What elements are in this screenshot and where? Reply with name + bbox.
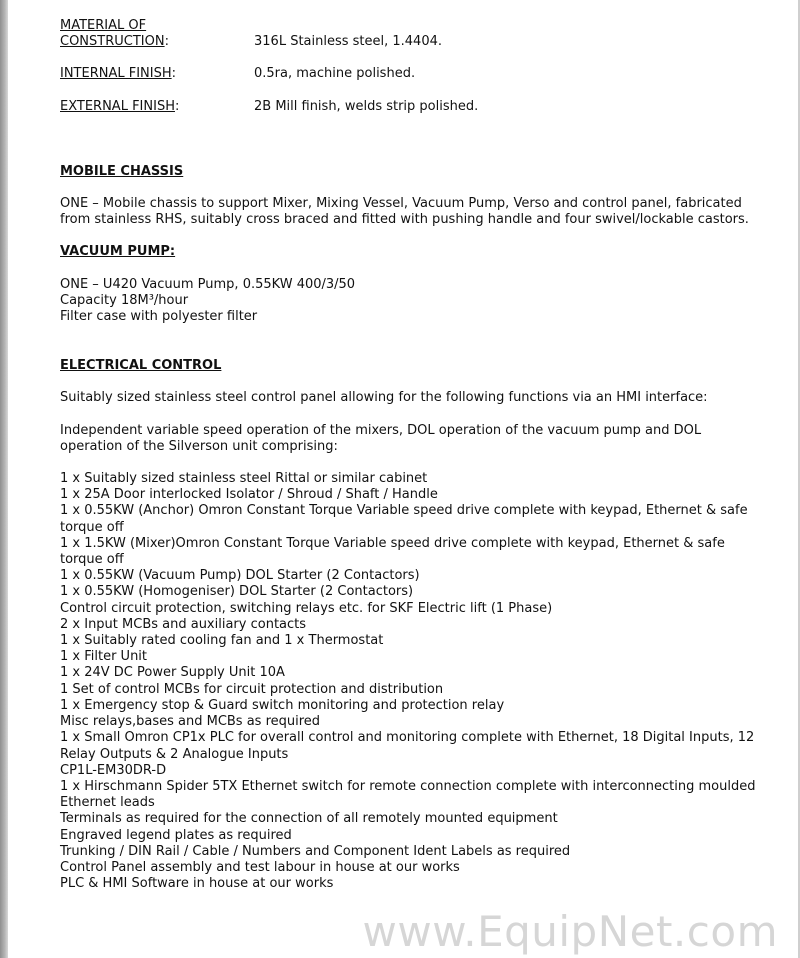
list-item: Control Panel assembly and test labour in house at our works [60,859,460,875]
list-item: PLC & HMI Software in house at our works [60,876,334,892]
list-item: 1 x 0.55KW (Homogeniser) DOL Starter (2 Contactors) [60,584,414,600]
spec-value: 2B Mill finish, welds strip polished. [254,98,479,114]
spec-label [60,99,254,115]
page-left-edge [0,0,8,958]
list-item: 2 x Input MCBs and auxiliary contacts [60,616,307,632]
electrical-control-operation: Independent variable speed operation of the mixers, DOL operation of the vacuum pump and DOL operation of the Silverson unit comprising: [60,422,702,454]
list-item: 1 x Emergency stop & Guard switch monitoring and protection relay [60,697,505,713]
list-item: 1 x 0.55KW (Vacuum Pump) DOL Starter (2 Contactors) [60,568,420,584]
spacer [60,325,760,358]
vacuum-pump-heading-text: VACUUM PUMP [60,244,170,260]
document-page [60,18,760,892]
list-item: Control circuit protection, switching relays etc. for SKF Electric lift (1 Phase) [60,600,553,616]
spec-label [60,18,254,50]
spacer [60,228,760,244]
list-item: 1 x Suitably rated cooling fan and 1 x Thermostat [60,633,384,649]
spacer [60,407,760,423]
spec-label-text: INTERNAL FINISH [60,66,172,82]
spec-label [60,66,254,82]
list-item: Trunking / DIN Rail / Cable / Numbers and Component Ident Labels as required [60,843,571,859]
list-item: 1 Set of control MCBs for circuit protection and distribution [60,681,444,697]
spec-label-colon: : [174,98,180,114]
spec-value: 0.5ra, machine polished. [254,66,416,82]
list-item: Capacity 18M³/hour [60,292,189,308]
section-heading-mobile-chassis: MOBILE CHASSIS [60,163,184,179]
list-item: 1 x Hirschmann Spider 5TX Ethernet switch for remote connection complete with interconnecting moulded Ethernet leads [60,778,756,811]
list-item: 1 x Suitably sized stainless steel Rittal or similar cabinet [60,471,428,487]
list-item: Filter case with polyester filter [60,309,258,325]
spec-external-finish [60,99,760,115]
equipnet-watermark: www.EquipNet.com [362,907,778,956]
spec-material [60,18,760,50]
section-heading-electrical-control: ELECTRICAL CONTROL [60,358,222,374]
vacuum-pump-lines [60,277,760,326]
spec-label-text: EXTERNAL FINISH [60,98,175,114]
electrical-control-intro: Suitably sized stainless steel control panel allowing for the following functions via an HMI interface: [60,390,708,406]
spec-value: 316L Stainless steel, 1.4404. [254,34,443,49]
spec-label-line2: CONSTRUCTION [60,34,165,50]
list-item: Misc relays,bases and MCBs as required [60,714,321,730]
list-item: ONE – U420 Vacuum Pump, 0.55KW 400/3/50 [60,276,356,292]
list-item: Engraved legend plates as required [60,827,292,843]
electrical-control-items [60,471,760,892]
spacer [60,374,760,390]
spec-label-colon: : [171,66,177,82]
list-item: 1 x Small Omron CP1x PLC for overall control and monitoring complete with Ethernet, 18 Digital Inputs, 12 Relay Outputs & 2 Analogue Inputs [60,730,755,762]
spacer [60,261,760,277]
list-item: CP1L-EM30DR-D [60,762,167,778]
list-item: 1 x 24V DC Power Supply Unit 10A [60,665,285,681]
list-item: 1 x 25A Door interlocked Isolator / Shroud / Shaft / Handle [60,487,438,503]
spec-internal-finish [60,66,760,82]
vacuum-pump-heading-colon: : [169,244,176,260]
spec-label-line1: MATERIAL OF [60,18,147,33]
list-item: 1 x 1.5KW (Mixer)Omron Constant Torque Variable speed drive complete with keypad, Ethernet & safe torque off [60,535,725,568]
spacer [60,455,760,471]
spec-label-colon: : [164,34,169,50]
list-item: 1 x Filter Unit [60,649,148,665]
list-item: Terminals as required for the connection of all remotely mounted equipment [60,811,558,827]
spacer [60,180,760,196]
spacer [60,131,760,164]
section-heading-vacuum-pump [60,244,760,260]
mobile-chassis-body: ONE – Mobile chassis to support Mixer, Mixing Vessel, Vacuum Pump, Verso and control panel, fabricated from stainless RHS, suitably cross braced and fitted with pushing handle and four swivel/lockable castors. [60,196,749,228]
list-item: 1 x 0.55KW (Anchor) Omron Constant Torque Variable speed drive complete with keypad, Ethernet & safe torque off [60,503,748,535]
